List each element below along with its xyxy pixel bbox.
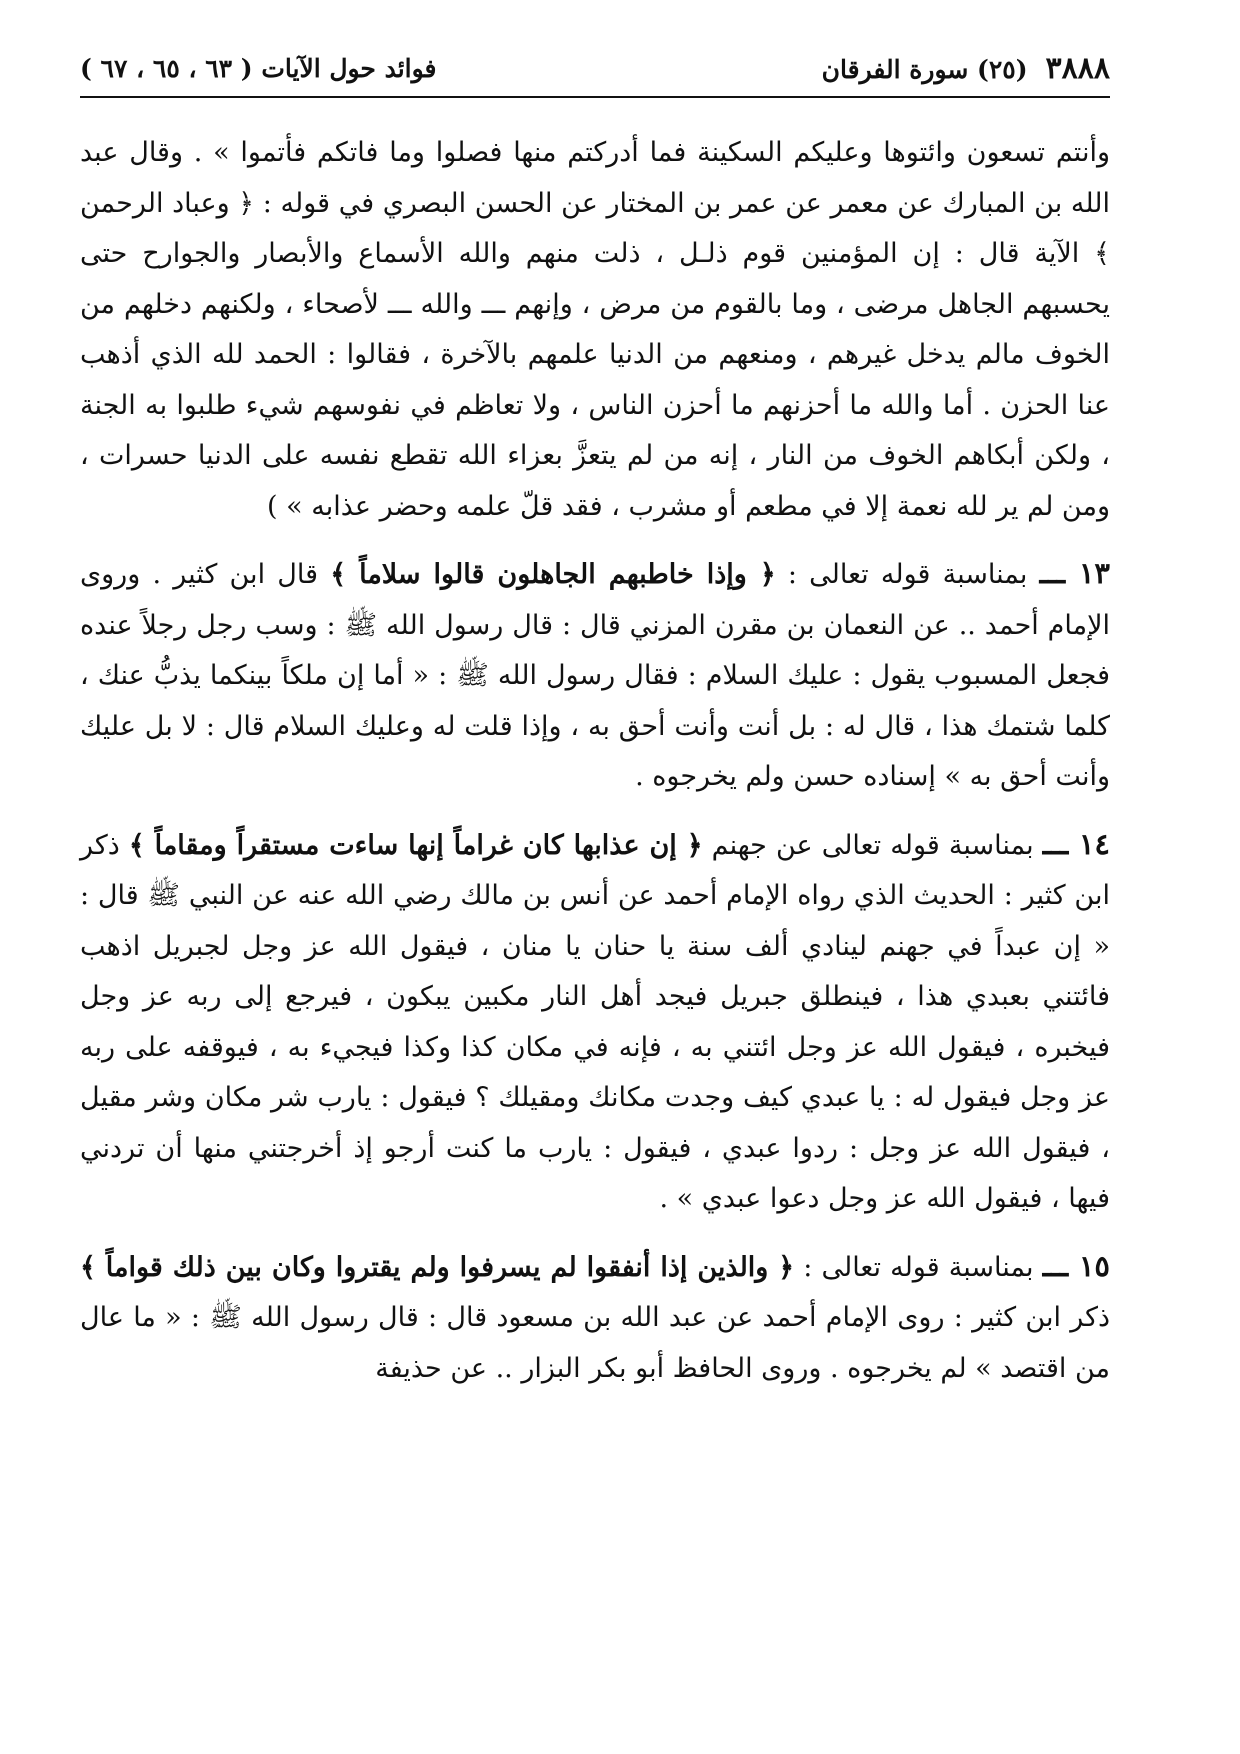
paragraph-14 bbox=[80, 819, 1110, 1225]
item-number: ١٥ ـــ bbox=[1042, 1248, 1110, 1283]
paragraph-lead: بمناسبة قوله تعالى عن جهنم bbox=[711, 829, 1034, 861]
quran-verse: ﴿ إن عذابها كان غراماً إنها ساءت مستقراً ومقاماً ﴾ bbox=[128, 829, 703, 861]
item-number: ١٤ ـــ bbox=[1042, 826, 1110, 861]
quran-verse: ﴿ وإذا خاطبهم الجاهلون قالوا سلاماً ﴾ bbox=[330, 559, 776, 590]
paragraph-13 bbox=[80, 548, 1110, 803]
paragraph-lead: بمناسبة قوله تعالى : bbox=[803, 1251, 1034, 1283]
quran-verse: ﴿ والذين إذا أنفقوا لم يسرفوا ولم يقتروا وكان بين ذلك قواماً ﴾ bbox=[80, 1251, 795, 1283]
paragraph-text: وأنتم تسعون وائتوها وعليكم السكينة فما أدركتم منها فصلوا وما فاتكم فأتموا » . وقال عبد الله بن المبارك عن معمر عن عمر بن المختار عن الحسن البصري في قوله : ﴿ وعباد الرحمن ﴾ الآية قال : إن المؤمنين قوم ذلـل ، ذلت منهم والله الأسماع والأبصار والجوارح حتى يحسبهم الجاهل مرضى ، وما بالقوم من مرض ، وإنهم ـــ والله ـــ لأصحاء ، ولكنهم دخلهم من الخوف مالم يدخل غيرهم ، ومنعهم من الدنيا علمهم بالآخرة ، فقالوا : الحمد لله الذي أذهب عنا الحزن . أما والله ما أحزنهم ما أحزن الناس ، ولا تعاظم في نفوسهم شيء طلبوا به الجنة ، ولكن أبكاهم الخوف من النار ، إنه من لم يتعزَّ بعزاء الله تقطع نفسه على الدنيا حسرات ، ومن لم ير لله نعمة إلا في مطعم أو مشرب ، فقد قلّ علمه وحضر عذابه » ) bbox=[80, 137, 1110, 522]
page-number: ٣٨٨٨ bbox=[1045, 50, 1110, 86]
section-title: فوائد حول الآيات ( ٦٣ ، ٦٥ ، ٦٧ ) bbox=[80, 53, 437, 83]
paragraph-text: ذكر ابن كثير : روى الإمام أحمد عن عبد الله بن مسعود قال : قال رسول الله ﷺ : « ما عال من اقتصد » لم يخرجوه . وروى الحافظ أبو بكر البزار .. عن حذيفة bbox=[80, 1302, 1110, 1384]
header-right bbox=[822, 51, 1110, 86]
page-header bbox=[80, 40, 1110, 98]
surah-name: (٢٥) سورة الفرقان bbox=[821, 54, 1028, 84]
paragraph-15 bbox=[80, 1241, 1110, 1395]
page-body bbox=[80, 128, 1110, 1394]
paragraph-text: ذكر ابن كثير : الحديث الذي رواه الإمام أحمد عن أنس بن مالك رضي الله عنه عن النبي ﷺ قال : « إن عبداً في جهنم لينادي ألف سنة يا حنان يا منان ، فيقول الله عز وجل لجبريل اذهب فائتني بعبدي هذا ، فينطلق جبريل فيجد أهل النار مكبين يبكون ، فيرجع إلى ربه عز وجل فيخبره ، فيقول الله عز وجل ائتني به ، فإنه في مكان كذا وكذا فيجيء به ، فيوقفه على ربه عز وجل فيقول له : يا عبدي كيف وجدت مكانك ومقيلك ؟ فيقول : يارب شر مكان وشر مقيل ، فيقول الله عز وجل : ردوا عبدي ، فيقول : يارب ما كنت أرجو إذ أخرجتني منها أن تردني فيها ، فيقول الله عز وجل دعوا عبدي » . bbox=[80, 829, 1110, 1214]
paragraph-text: قال ابن كثير . وروى الإمام أحمد .. عن النعمان بن مقرن المزني قال : قال رسول الله ﷺ : وسب رجل رجلاً عنده فجعل المسبوب يقول : عليك السلام : فقال رسول الله ﷺ : « أما إن ملكاً بينكما يذبُّ عنك ، كلما شتمك هذا ، قال له : بل أنت وأنت أحق به ، وإذا قلت له وعليك السلام قال : لا بل عليك وأنت أحق به » إسناده حسن ولم يخرجوه . bbox=[80, 559, 1110, 792]
paragraph-lead: بمناسبة قوله تعالى : bbox=[787, 559, 1028, 590]
paragraph-continuation bbox=[80, 128, 1110, 532]
item-number: ١٣ ـــ bbox=[1039, 556, 1110, 590]
